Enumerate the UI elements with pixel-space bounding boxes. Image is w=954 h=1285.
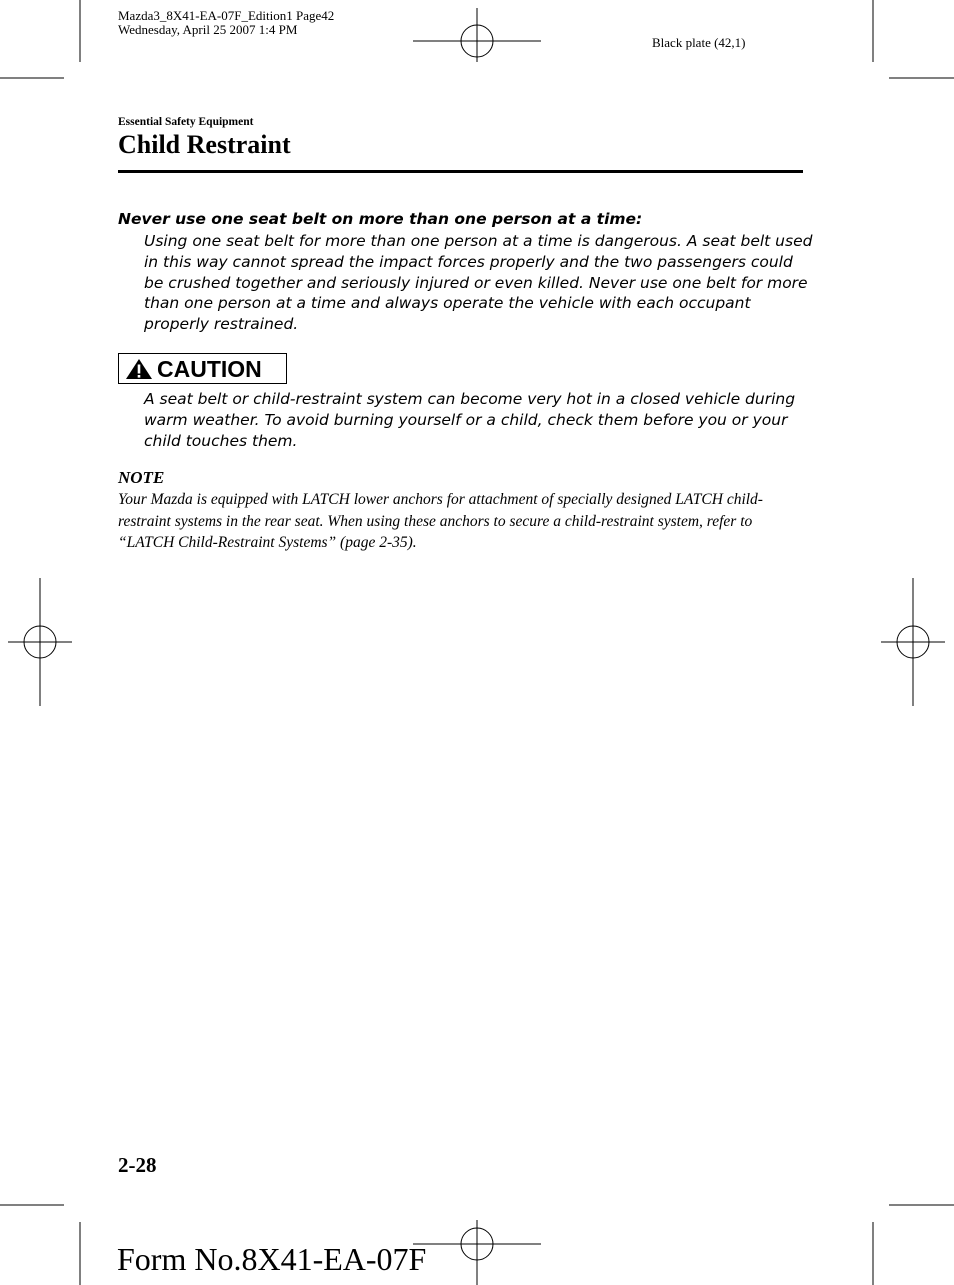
- caution-body: A seat belt or child-restraint system can become very hot in a closed vehicle during warm weather. To avoid burning yourself or a child, check them before you or your child touches them.: [144, 390, 796, 450]
- plate-label: Black plate (42,1): [652, 35, 746, 50]
- print-date-line: Wednesday, April 25 2007 1:4 PM: [118, 22, 298, 37]
- page-number: 2-28: [118, 1153, 157, 1177]
- caution-banner: [118, 353, 287, 384]
- caution-label: CAUTION: [157, 356, 262, 382]
- section-label: Essential Safety Equipment: [118, 116, 254, 128]
- note-body: Your Mazda is equipped with LATCH lower anchors for attachment of specially designed LATCH child-restraint systems in the rear seat. When using these anchors to secure a child-restraint system, refer to “LATCH Child-Restraint Systems” (page 2-35).: [118, 491, 763, 551]
- warning-heading: Never use one seat belt on more than one person at a time:: [118, 210, 643, 228]
- form-number: Form No.8X41-EA-07F: [117, 1241, 427, 1277]
- warning-triangle-icon: [125, 358, 153, 380]
- note-label: NOTE: [118, 468, 165, 487]
- warning-body: Using one seat belt for more than one person at a time is dangerous. A seat belt used in this way cannot spread the impact forces properly and the two passengers could be crushed together and seriously injured or even killed. Never use one belt for more than one person at a time and always operate the vehicle with each occupant properly restrained.: [144, 232, 813, 334]
- page-title: Child Restraint: [118, 130, 291, 159]
- title-rule: [118, 170, 803, 173]
- print-file-line: Mazda3_8X41-EA-07F_Edition1 Page42: [118, 8, 335, 23]
